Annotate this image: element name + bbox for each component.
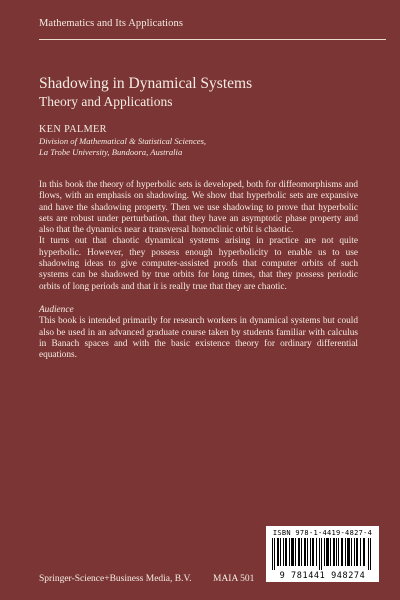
book-title: Shadowing in Dynamical Systems bbox=[39, 75, 253, 92]
isbn-label: ISBN 978-1-4419-4827-4 bbox=[272, 529, 373, 537]
audience-paragraph: This book is intended primarily for research workers in dynamical systems but could also be used in an advanced graduate course taken by students familiar with calculus in Banach spaces and with the basic existence theory for ordinary differential equations. bbox=[39, 316, 358, 361]
publisher-name: Springer-Science+Business Media, B.V. bbox=[39, 574, 192, 584]
description bbox=[39, 180, 358, 361]
affiliation-line-1: Division of Mathematical & Statistical Sciences, bbox=[39, 136, 207, 146]
description-paragraph-1: In this book the theory of hyperbolic sets is developed, both for diffeomorphisms and flows, with an emphasis on shadowing. We show that hyperbolic sets are expansive and have the shadowing property. Then we use shadowing to prove that hyperbolic sets are robust under perturbation, that they have an asymptotic phase property and also that the dynamics near a transversal homoclinic orbit is chaotic. bbox=[39, 180, 358, 236]
audience-heading: Audience bbox=[39, 304, 74, 315]
catalog-code: MAIA 501 bbox=[213, 574, 255, 584]
affiliation-line-2: La Trobe University, Bundoora, Australia bbox=[39, 147, 183, 157]
book-subtitle: Theory and Applications bbox=[39, 94, 173, 109]
header-rule bbox=[39, 39, 386, 40]
barcode bbox=[266, 526, 379, 582]
description-paragraph-2: It turns out that chaotic dynamical systems arising in practice are not quite hyperbolic. However, they possess enough hyperbolicity to enable us to use shadowing ideas to give computer-assisted proofs that computer orbits of such systems can be shadowed by true orbits for long times, that they possess periodic orbits of long periods and that it is really true that they are chaotic. bbox=[39, 236, 358, 292]
author-name: KEN PALMER bbox=[39, 124, 107, 135]
barcode-bars bbox=[272, 538, 373, 570]
series-title: Mathematics and Its Applications bbox=[39, 18, 184, 29]
author-affiliation bbox=[39, 136, 206, 158]
barcode-digits: 9 781441 948274 bbox=[279, 571, 366, 581]
